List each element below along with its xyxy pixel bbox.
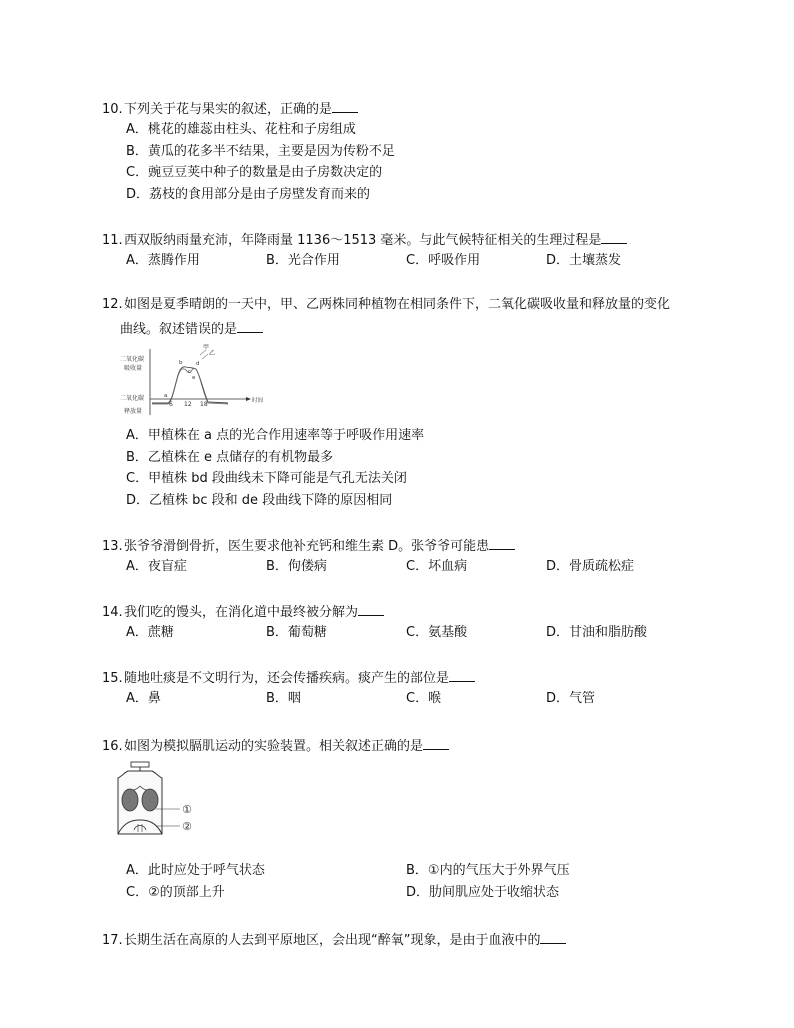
question-11-option-d: D．土壤蒸发	[546, 253, 622, 268]
figure-label-a: a	[164, 393, 168, 399]
question-11-stem: 11.西双版纳雨量充沛，年降雨量 1136～1513 毫米。与此气候特征相关的生理过程是	[102, 229, 722, 251]
question-13-option-a: A．夜盲症	[126, 559, 187, 574]
question-13-option-b: B．佝偻病	[266, 559, 327, 574]
question-10-stem: 10.下列关于花与果实的叙述，正确的是	[102, 98, 722, 120]
question-10-option-b: B．黄瓜的花多半不结果，主要是因为传粉不足	[126, 144, 395, 159]
question-16-option-d: D．肋间肌应处于收缩状态	[406, 885, 560, 900]
question-17-stem: 17.长期生活在高原的人去到平原地区，会出现“醉氧”现象，是由于血液中的	[102, 929, 722, 951]
question-12-option-b: B．乙植株在 e 点储存的有机物最多	[126, 450, 334, 465]
question-14-option-c: C．氨基酸	[406, 625, 468, 640]
figure-ylabel-bottom-2: 释放量	[124, 408, 143, 415]
figure-label-2: ②	[182, 820, 192, 833]
question-10-option-c: C．豌豆豆荚中种子的数量是由子房数决定的	[126, 165, 383, 180]
question-11-option-c: C．呼吸作用	[406, 253, 481, 268]
question-11-option-a: A．蒸腾作用	[126, 253, 200, 268]
answer-blank[interactable]	[489, 535, 515, 550]
question-11-option-b: B．光合作用	[266, 253, 340, 268]
figure-tick-6: 6	[169, 401, 173, 408]
question-15-option-b: B．咽	[266, 691, 301, 706]
question-15-option-d: D．气管	[546, 691, 596, 706]
figure-label-e: e	[192, 375, 196, 381]
figure-label-jia: 甲	[203, 344, 210, 351]
question-12-option-c: C．甲植株 bd 段曲线未下降可能是气孔无法关闭	[126, 471, 407, 486]
question-12-stem: 12.如图是夏季晴朗的一天中，甲、乙两株同种植物在相同条件下，二氧化碳吸收量和释放量的变化	[102, 297, 671, 312]
question-14-option-b: B．葡萄糖	[266, 625, 327, 640]
figure-label-yi: 乙	[209, 350, 216, 357]
answer-blank[interactable]	[423, 735, 449, 750]
question-10-option-a: A．桃花的雄蕊由柱头、花柱和子房组成	[126, 122, 356, 137]
answer-blank[interactable]	[449, 667, 475, 682]
question-15-option-c: C．喉	[406, 691, 442, 706]
figure-leader-yi	[202, 354, 208, 359]
question-16-option-a: A．此时应处于呼气状态	[126, 863, 265, 878]
figure-label-1: ①	[182, 803, 192, 816]
figure-xlabel: 时间	[252, 398, 264, 404]
figure-ylabel-bottom-1: 二氧化碳	[120, 395, 145, 402]
figure-tick-12: 12	[184, 401, 192, 408]
figure-tick-18: 18	[200, 401, 208, 408]
question-13-option-d: D．骨质疏松症	[546, 559, 635, 574]
question-16-option-b: B．①内的气压大于外界气压	[406, 863, 570, 878]
answer-blank[interactable]	[540, 929, 566, 944]
question-13-stem: 13.张爷爷滑倒骨折，医生要求他补充钙和维生素 D。张爷爷可能患	[102, 535, 722, 557]
question-15-stem: 15.随地吐痰是不文明行为，还会传播疾病。痰产生的部位是	[102, 667, 722, 689]
question-16-stem: 16.如图为模拟膈肌运动的实验装置。相关叙述正确的是	[102, 735, 722, 757]
question-13-option-c: C．坏血病	[406, 559, 468, 574]
answer-blank[interactable]	[358, 601, 384, 616]
answer-blank[interactable]	[332, 98, 358, 113]
figure-ylabel-top-1: 二氧化碳	[120, 356, 145, 363]
co2-curve-figure	[118, 343, 268, 418]
answer-blank[interactable]	[601, 229, 627, 244]
stopper-icon	[131, 762, 149, 767]
question-12-stem-cont: 曲线。叙述错误的是	[120, 318, 263, 340]
balloon-left-icon	[122, 789, 138, 811]
question-10-option-d: D．荔枝的食用部分是由子房壁发育而来的	[126, 187, 371, 202]
question-14-stem: 14.我们吃的馒头，在消化道中最终被分解为	[102, 601, 722, 623]
question-12-option-d: D．乙植株 bc 段和 de 段曲线下降的原因相同	[126, 493, 393, 508]
figure-label-d: d	[196, 361, 200, 367]
x-axis-arrow-icon	[246, 397, 251, 401]
question-14-option-d: D．甘油和脂肪酸	[546, 625, 648, 640]
figure-ylabel-top-2: 吸收量	[124, 365, 143, 372]
question-16-option-c: C．②的顶部上升	[126, 885, 225, 900]
answer-blank[interactable]	[237, 318, 263, 333]
diaphragm-model-figure	[112, 760, 212, 850]
question-12-option-a: A．甲植株在 a 点的光合作用速率等于呼吸作用速率	[126, 428, 425, 443]
question-14-option-a: A．蔗糖	[126, 625, 174, 640]
figure-label-b: b	[179, 360, 183, 366]
figure-label-c: c	[188, 369, 192, 375]
balloon-right-icon	[142, 789, 158, 811]
question-15-option-a: A．鼻	[126, 691, 161, 706]
